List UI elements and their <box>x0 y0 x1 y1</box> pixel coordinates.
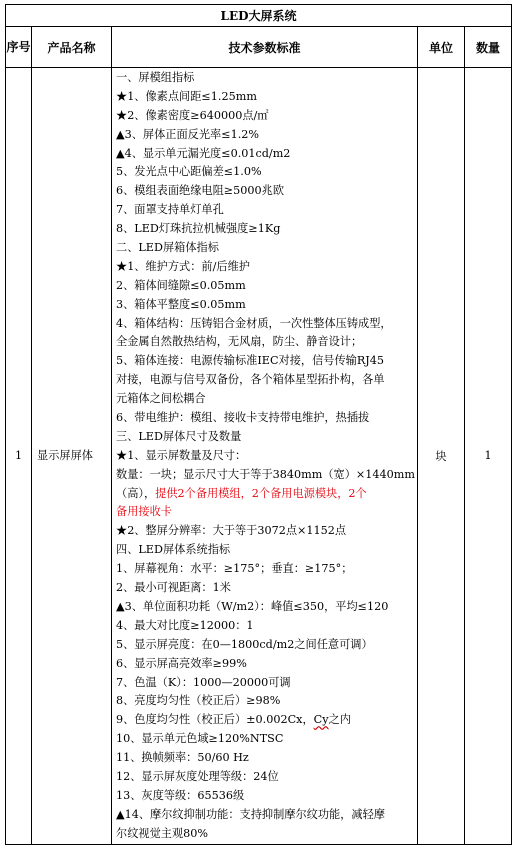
spec-line: 数量：一块；显示尺寸大于等于3840mm（宽）×1440mm <box>116 467 415 481</box>
header-qty: 数量 <box>465 27 512 68</box>
spec-line: 元箱体之间松耦合 <box>116 392 206 406</box>
spec-line-mixed <box>116 711 414 730</box>
header-seq: 序号 <box>6 27 32 68</box>
spec-line: 全金属自然散热结构，无风扇，防尘、静音设计； <box>116 335 363 349</box>
spec-line: 一、屏模组指标 <box>116 71 195 84</box>
spec-line: 5、箱体连接：电源传输标准IEC对接，信号传输RJ45 <box>116 354 384 368</box>
spec-line: 四、LED屏体系统指标 <box>116 543 231 557</box>
spec-line: 8、LED灯珠抗拉机械强度≥1Kg <box>116 222 281 236</box>
spec-line: 12、显示屏灰度处理等级：24位 <box>116 769 279 783</box>
row-product-name: 显示屏屏体 <box>32 68 112 845</box>
spec-line: 二、LED屏箱体指标 <box>116 241 219 255</box>
spec-text: 之内 <box>328 713 351 727</box>
spec-line: ★1、显示屏数量及尺寸： <box>116 448 247 462</box>
spec-line: 5、发光点中心距偏差≤1.0% <box>116 165 262 179</box>
header-product-name: 产品名称 <box>32 27 112 68</box>
spec-document <box>5 4 511 845</box>
spec-line: 3、箱体平整度≤0.05mm <box>116 297 246 311</box>
spec-table <box>5 4 512 845</box>
spec-line: 10、显示单元色域≥120%NTSC <box>116 732 284 746</box>
header-spec: 技术参数标准 <box>112 27 418 68</box>
row-qty: 1 <box>465 68 512 845</box>
spec-text-highlight: 提供2个备用模组，2个备用电源模块，2个 <box>155 486 367 500</box>
row-unit: 块 <box>418 68 465 845</box>
spec-line: ▲14、摩尔纹抑制功能：支持抑制摩尔纹功能，减轻摩 <box>116 807 385 821</box>
spec-line: 7、面罩支持单灯单孔 <box>116 203 224 217</box>
spec-line: ★1、像素点间距≤1.25mm <box>116 89 257 103</box>
spec-line: 三、LED屏体尺寸及数量 <box>116 429 242 443</box>
spec-line: ★2、像素密度≥640000点/㎡ <box>116 108 269 122</box>
spec-line: 2、最小可视距离：1米 <box>116 581 231 595</box>
spec-line: 6、显示屏高亮效率≥99% <box>116 656 247 670</box>
spec-line: 11、换帧频率：50/60 Hz <box>116 751 249 765</box>
spec-line-mixed <box>116 485 414 504</box>
spec-line: 1、屏幕视角：水平：≥175°；垂直：≥175°； <box>116 562 353 576</box>
spec-cell <box>112 68 418 845</box>
spec-line: ▲3、屏体正面反光率≤1.2% <box>116 127 260 141</box>
header-row <box>6 27 512 68</box>
spec-line: ▲3、单位面积功耗（W/m2）：峰值≤350，平均≤120 <box>116 599 389 613</box>
spec-line: 6、模组表面绝缘电阻≥5000兆欧 <box>116 184 285 198</box>
spec-line: 5、显示屏亮度：在0—1800cd/m2之间任意可调） <box>116 637 373 651</box>
spec-line: 4、最大对比度≥12000：1 <box>116 618 254 632</box>
spec-line-highlight: 备用接收卡 <box>116 505 172 519</box>
spec-line: 6、带电维护：模组、接收卡支持带电维护，热插拔 <box>116 411 370 425</box>
spec-text: 9、色度均匀性（校正后）±0.002Cx， <box>116 713 314 727</box>
spec-line: 13、灰度等级：65536级 <box>116 788 245 802</box>
table-title: LED大屏系统 <box>6 5 512 27</box>
header-unit: 单位 <box>418 27 465 68</box>
spec-text-underlined: Cy <box>313 713 329 727</box>
row-seq: 1 <box>6 68 32 845</box>
spec-line: 4、箱体结构：压铸铝合金材质，一次性整体压铸成型， <box>116 316 392 330</box>
spec-line: 7、色温（K）：1000—20000可调 <box>116 675 291 689</box>
spec-line: ▲4、显示单元漏光度≤0.01cd/m2 <box>116 146 291 160</box>
spec-line: 2、箱体间缝隙≤0.05mm <box>116 278 246 292</box>
spec-line: ★1、维护方式：前/后维护 <box>116 259 250 273</box>
spec-line: 对接，电源与信号双备份，各个箱体星型拓扑构，各单 <box>116 373 385 387</box>
spec-line: 8、亮度均匀性（校正后）≥98% <box>116 694 281 708</box>
table-row <box>6 68 512 845</box>
spec-text: （高）， <box>116 486 156 500</box>
spec-line: ★2、整屏分辨率：大于等于3072点×1152点 <box>116 524 347 538</box>
spec-line: 尔纹视觉主观80% <box>116 826 208 840</box>
